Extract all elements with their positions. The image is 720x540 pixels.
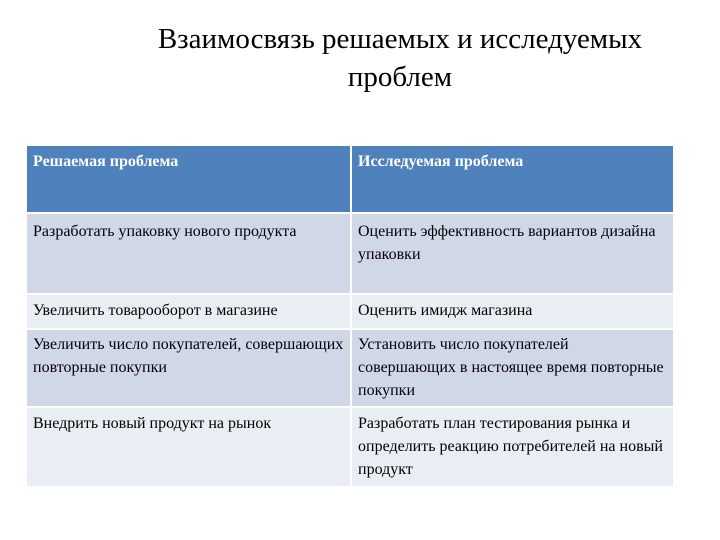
- table-row: [27, 329, 673, 407]
- researched-problem-cell: Оценить имидж магазина: [351, 294, 673, 329]
- solved-problem-cell: Внедрить новый продукт на рынок: [27, 407, 351, 487]
- table-header-row: [27, 146, 673, 213]
- table-row: [27, 407, 673, 487]
- slide-title: [40, 20, 720, 96]
- slide-title-line-2: проблем: [347, 61, 453, 93]
- solved-problem-cell: Увеличить число покупателей, совершающих повторные покупки: [27, 329, 351, 407]
- problems-table: [27, 146, 673, 488]
- solved-problem-cell: Разработать упаковку нового продукта: [27, 213, 351, 294]
- researched-problem-cell: Оценить эффективность вариантов дизайна упаковки: [351, 213, 673, 294]
- header-solved-problem: Решаемая проблема: [27, 146, 351, 213]
- table-row: [27, 213, 673, 294]
- researched-problem-cell: Разработать план тестирования рынка и определить реакцию потребителей на новый продукт: [351, 407, 673, 487]
- table-row: [27, 294, 673, 329]
- slide-title-line-1: Взаимосвязь решаемых и исследуемых: [157, 23, 643, 55]
- solved-problem-cell: Увеличить товарооборот в магазине: [27, 294, 351, 329]
- header-researched-problem: Исследуемая проблема: [351, 146, 673, 213]
- researched-problem-cell: Установить число покупателей совершающих в настоящее время повторные покупки: [351, 329, 673, 407]
